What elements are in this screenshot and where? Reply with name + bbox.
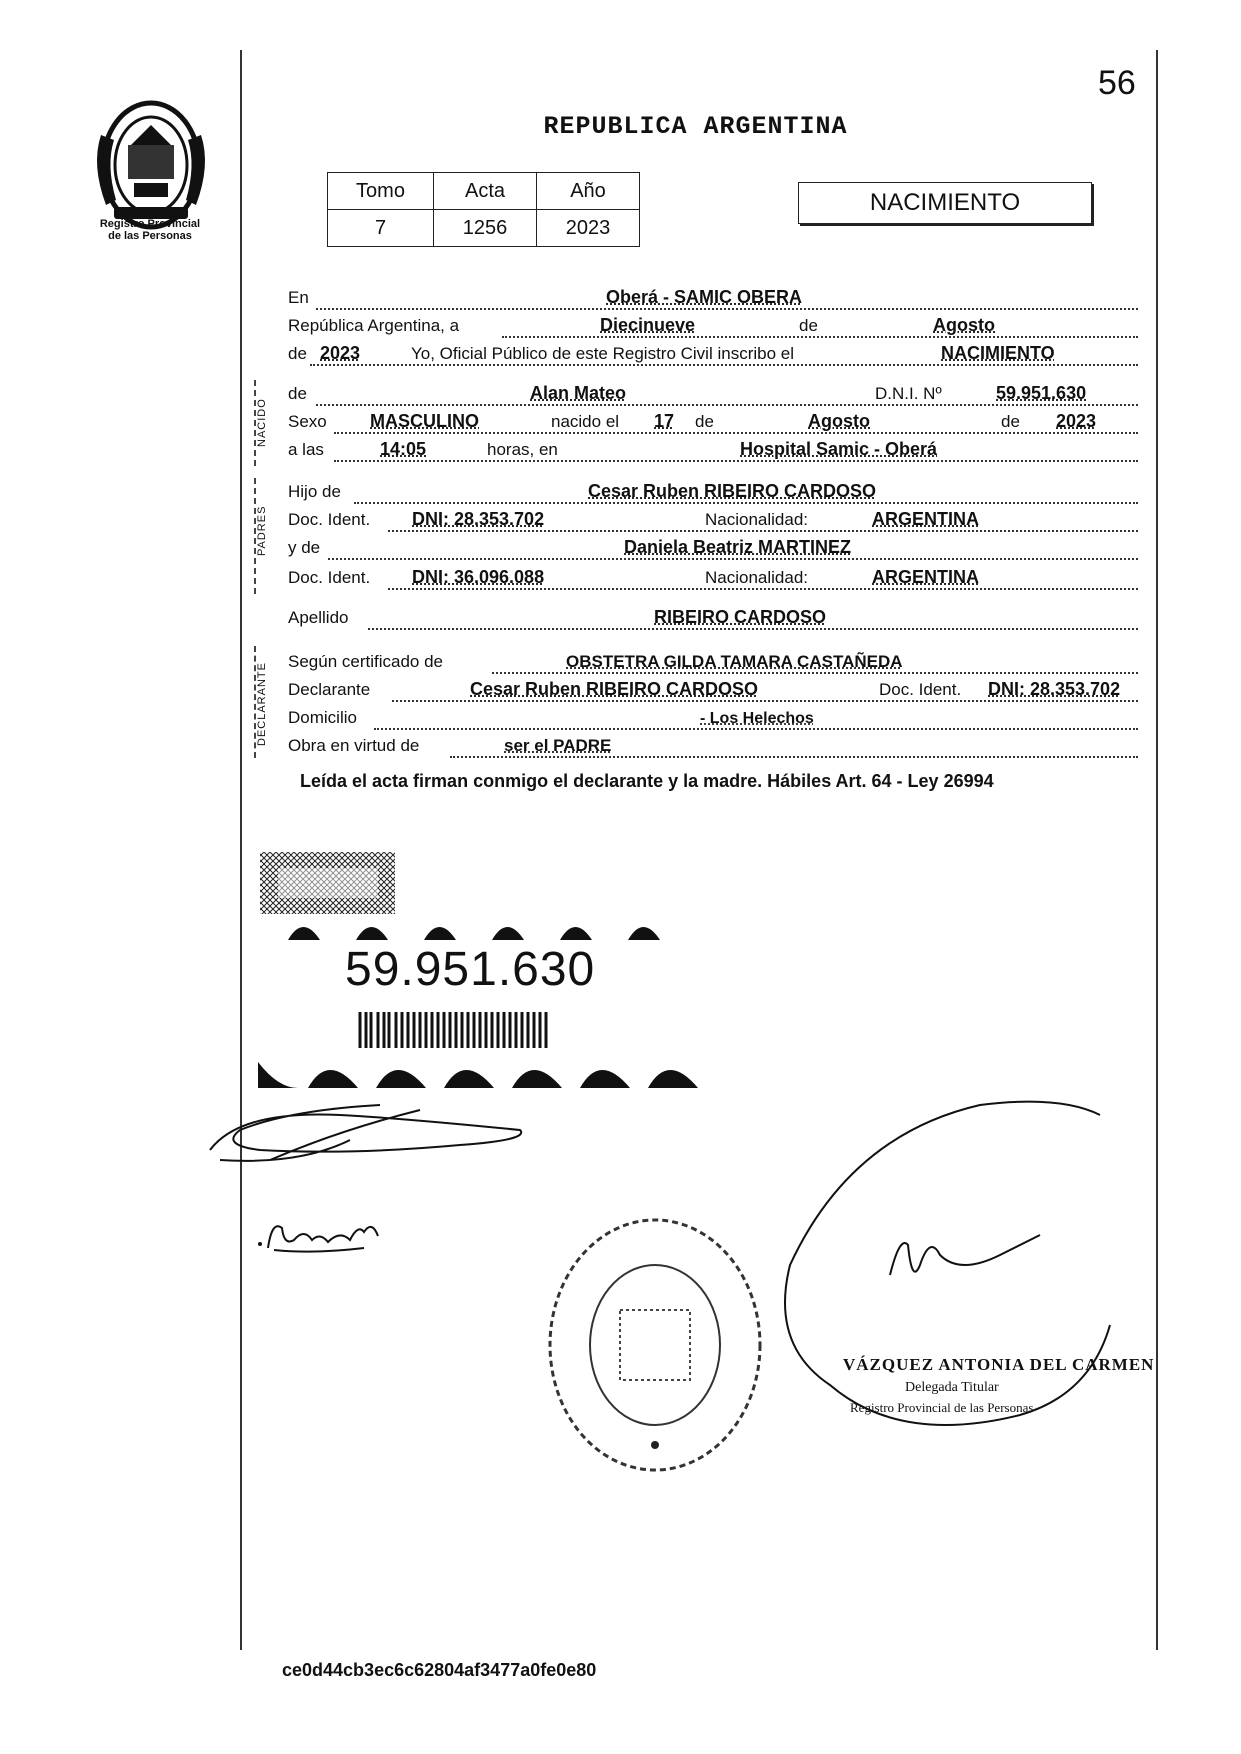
row-mother: y de Daniela Beatriz MARTINEZ [288,536,1138,562]
field-child-name: Alan Mateo [530,383,627,403]
field-birth-year: 2023 [1056,411,1097,431]
field-event: NACIMIENTO [941,343,1055,363]
ref-header-acta: Acta [434,173,537,210]
ref-value-acta: 1256 [434,210,537,247]
padres-tag: PADRES [256,505,268,556]
field-child-dni: 59.951.630 [996,383,1087,403]
row-place: En Oberá - SAMIC OBERA [288,286,1138,312]
row-date: República Argentina, a Diecinueve de Agosto [288,314,1138,340]
field-mother-name: Daniela Beatriz MARTINEZ [624,537,852,557]
logo-caption: Registro Provincial de las Personas [99,218,201,242]
field-surname: RIBEIRO CARDOSO [654,607,827,627]
field-mother-doc: DNI: 36.096.088 [412,567,545,587]
reference-table [327,172,640,247]
closing-statement: Leída el acta firman conmigo el declarante y la madre. Hábiles Art. 64 - Ley 26994 [300,771,994,791]
declarante-tag: DECLARANTE [256,662,268,746]
row-declarant: Declarante Cesar Ruben RIBEIRO CARDOSO Doc. Ident. DNI: 28.353.702 [288,678,1138,704]
field-father-doc: DNI: 28.353.702 [412,509,545,529]
field-certificate: OBSTETRA GILDA TAMARA CASTAÑEDA [566,652,903,671]
row-birth-time: a las 14:05 horas, en Hospital Samic - Oberá [288,438,1138,464]
field-address: - Los Helechos [700,710,814,727]
official-org: Registro Provincial de las Personas [850,1400,1034,1415]
row-capacity: Obra en virtud de ser el PADRE [288,734,1138,760]
nacido-tag: NACIDO [256,398,268,447]
row-mother-doc: Doc. Ident. DNI: 36.096.088 Nacionalidad: ARGENTINA [288,566,1138,592]
row-registrar: de 2023 Yo, Oficial Público de este Registro Civil inscribo el NACIMIENTO [288,342,1138,368]
row-address: Domicilio - Los Helechos [288,706,1138,732]
page-number: 56 [1098,64,1136,102]
country-title: REPUBLICA ARGENTINA [543,112,848,141]
official-role: Delegada Titular [905,1380,999,1395]
field-father-name: Cesar Ruben RIBEIRO CARDOSO [588,481,877,501]
field-birth-day: 17 [654,411,675,431]
right-margin-line [1156,50,1158,1650]
ref-header-tomo: Tomo [328,173,434,210]
field-place: Oberá - SAMIC OBERA [606,287,803,307]
row-surname: Apellido RIBEIRO CARDOSO [288,606,1138,632]
row-child-name: de Alan Mateo D.N.I. Nº 59.951.630 [288,382,1138,408]
row-father-doc: Doc. Ident. DNI: 28.353.702 Nacionalidad: ARGENTINA [288,508,1138,534]
row-certificate: Según certificado de OBSTETRA GILDA TAMARA CASTAÑEDA [288,650,1138,676]
left-margin-line [240,50,242,1650]
document-hash: ce0d44cb3ec6c62804af3477a0fe0e80 [282,1660,597,1680]
row-birth-date: Sexo MASCULINO nacido el 17 de Agosto de 2023 [288,410,1138,436]
field-declarant: Cesar Ruben RIBEIRO CARDOSO [470,679,759,699]
field-sex: MASCULINO [370,411,479,431]
official-name: VÁZQUEZ ANTONIA DEL CARMEN [843,1355,1155,1374]
field-capacity: ser el PADRE [504,736,612,755]
dni-sticker-number: 59.951.630 [345,943,596,996]
field-birth-place: Hospital Samic - Oberá [740,439,938,459]
mother-signature [254,1210,384,1260]
field-day-text: Diecinueve [600,315,696,335]
field-declarant-doc: DNI: 28.353.702 [988,679,1121,699]
field-father-nationality: ARGENTINA [872,509,979,529]
field-mother-nationality: ARGENTINA [872,567,979,587]
field-month: Agosto [933,315,995,335]
field-birth-time: 14:05 [380,439,427,459]
ref-value-tomo: 7 [328,210,434,247]
ref-value-ano: 2023 [537,210,640,247]
field-birth-month: Agosto [808,411,870,431]
record-type-box: NACIMIENTO [798,182,1092,224]
row-father: Hijo de Cesar Ruben RIBEIRO CARDOSO [288,480,1138,506]
declarant-signature [200,1090,540,1180]
official-stamp [540,1210,770,1480]
field-year: 2023 [320,343,361,363]
ref-header-ano: Año [537,173,640,210]
